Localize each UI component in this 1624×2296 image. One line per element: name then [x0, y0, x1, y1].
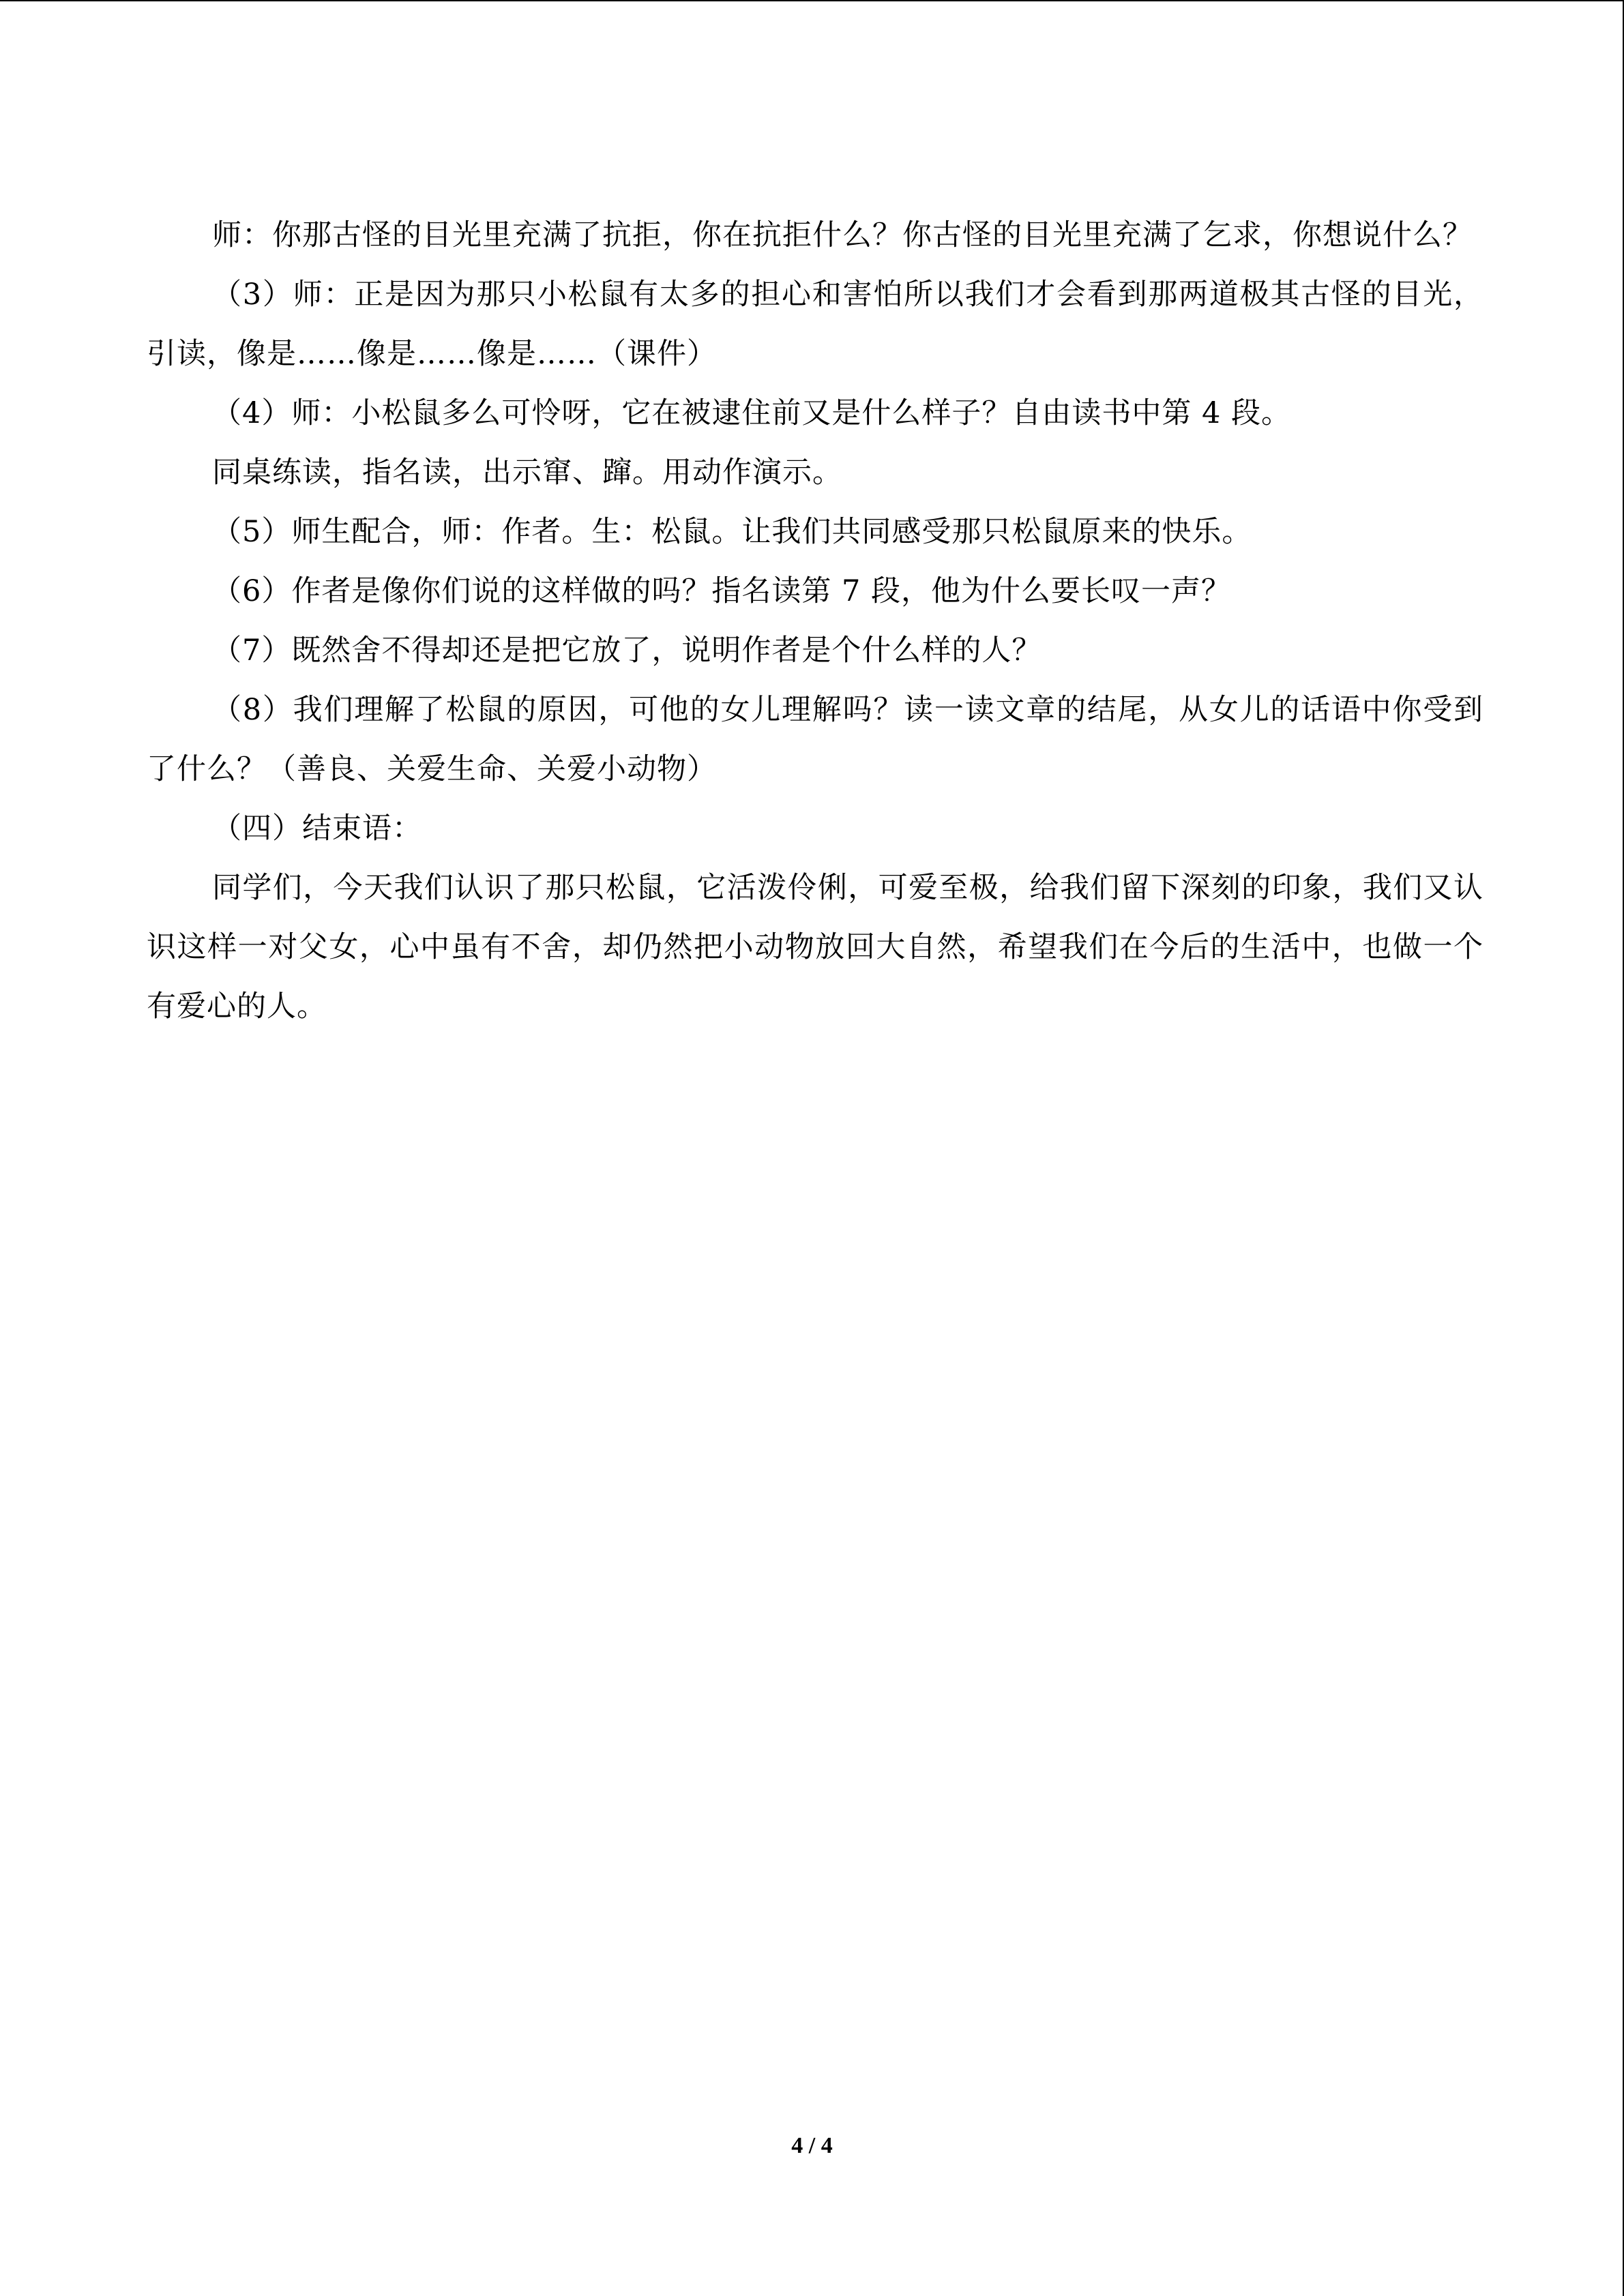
- section-heading-conclusion: （四）结束语：: [212, 811, 422, 846]
- paragraph-step-8: （8）我们理解了松鼠的原因，可他的女儿理解吗？读一读文章的结尾，从女儿的话语中你受到了什么？（善良、关爱生命、关爱小动物）: [147, 693, 1483, 786]
- paragraph-step-4: （4）师：小松鼠多么可怜呀，它在被逮住前又是什么样子？自由读书中第 4 段。: [212, 396, 1292, 430]
- page-number: 4 / 4: [791, 2133, 833, 2158]
- paragraph-desk-mate-reading: 同桌练读，指名读，出示窜、蹿。用动作演示。: [212, 456, 842, 490]
- paragraph-conclusion: 同学们，今天我们认识了那只松鼠，它活泼伶俐，可爱至极，给我们留下深刻的印象，我们又认识这样一对父女，心中虽有不舍，却仍然把小动物放回大自然，希望我们在今后的生活中，也做一个有爱心的人。: [147, 871, 1483, 1024]
- page-top-border: [0, 0, 1624, 1]
- paragraph-step-3: （3）师：正是因为那只小松鼠有太多的担心和害怕所以我们才会看到那两道极其古怪的目光，引读，像是……像是……像是……（课件）: [147, 278, 1483, 371]
- paragraph-step-5: （5）师生配合，师：作者。生：松鼠。让我们共同感受那只松鼠原来的快乐。: [212, 515, 1252, 549]
- paragraph-step-6: （6）作者是像你们说的这样做的吗？指名读第 7 段，他为什么要长叹一声？: [212, 574, 1232, 608]
- paragraph-teacher-question: 师：你那古怪的目光里充满了抗拒，你在抗拒什么？你古怪的目光里充满了乞求，你想说什么？: [212, 218, 1473, 252]
- document-body: [147, 206, 1483, 1037]
- paragraph-step-7: （7）既然舍不得却还是把它放了，说明作者是个什么样的人？: [212, 633, 1042, 668]
